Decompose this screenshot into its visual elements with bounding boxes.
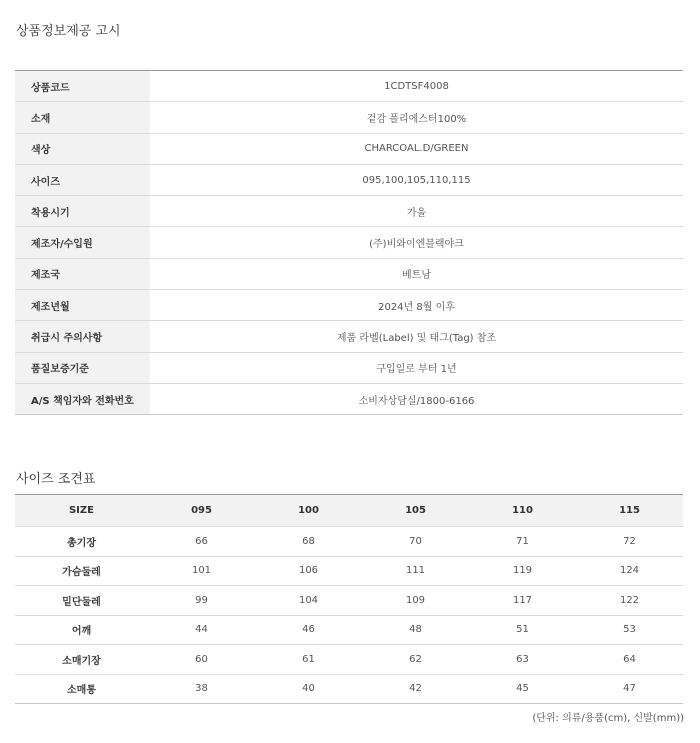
info-label: 제조국	[15, 259, 150, 289]
info-value: 1CDTSF4008	[384, 80, 449, 92]
size-value-cell: 70	[362, 527, 469, 557]
size-row	[15, 527, 683, 557]
size-header-cell: 095	[148, 495, 255, 527]
info-value: 겉감 폴리에스터100%	[366, 113, 467, 125]
size-value-cell: 62	[362, 645, 469, 675]
info-row	[15, 165, 683, 196]
size-value-cell: 119	[469, 556, 576, 586]
info-row	[15, 196, 683, 227]
info-label: 품질보증기준	[15, 353, 150, 383]
size-header-cell: 110	[469, 495, 576, 527]
info-label: 사이즈	[15, 165, 150, 195]
size-header-cell: 105	[362, 495, 469, 527]
info-value: 095,100,105,110,115	[362, 174, 471, 186]
size-value-cell: 104	[255, 586, 362, 616]
size-value-cell: 64	[576, 645, 683, 675]
info-label: 상품코드	[15, 71, 150, 101]
size-row	[15, 674, 683, 704]
size-value-cell: 72	[576, 527, 683, 557]
info-label: 소재	[15, 102, 150, 132]
info-value: 베트남	[402, 270, 431, 282]
size-value-cell: 47	[576, 674, 683, 704]
info-row	[15, 134, 683, 165]
info-label: 색상	[15, 134, 150, 164]
size-value-cell: 44	[148, 615, 255, 645]
info-label: 제조자/수입원	[15, 227, 150, 257]
product-info-title: 상품정보제공 고시	[16, 24, 121, 39]
info-value: 구입일로 부터 1년	[376, 364, 457, 376]
size-row	[15, 615, 683, 645]
info-row	[15, 321, 683, 352]
size-chart-header-row	[15, 495, 683, 527]
info-row	[15, 259, 683, 290]
size-value-cell: 68	[255, 527, 362, 557]
size-value-cell: 40	[255, 674, 362, 704]
size-value-cell: 61	[255, 645, 362, 675]
size-row-label: 밑단둘레	[15, 586, 148, 616]
info-row	[15, 353, 683, 384]
size-value-cell: 60	[148, 645, 255, 675]
info-label: 취급시 주의사항	[15, 321, 150, 351]
size-value-cell: 101	[148, 556, 255, 586]
size-row-label: 어깨	[15, 615, 148, 645]
info-row	[15, 227, 683, 258]
size-value-cell: 111	[362, 556, 469, 586]
size-row	[15, 645, 683, 675]
size-row-label: 소매기장	[15, 645, 148, 675]
size-chart-table	[15, 494, 683, 704]
info-label: 제조년월	[15, 290, 150, 320]
info-row	[15, 290, 683, 321]
size-value-cell: 71	[469, 527, 576, 557]
size-value-cell: 117	[469, 586, 576, 616]
size-value-cell: 106	[255, 556, 362, 586]
info-row	[15, 102, 683, 133]
size-row-label: 소매통	[15, 674, 148, 704]
size-value-cell: 42	[362, 674, 469, 704]
size-row	[15, 586, 683, 616]
size-row-label: 총기장	[15, 527, 148, 557]
size-chart-title: 사이즈 조견표	[16, 472, 96, 487]
size-value-cell: 48	[362, 615, 469, 645]
info-value: 제품 라벨(Label) 및 태그(Tag) 참조	[336, 333, 497, 345]
info-row	[15, 384, 683, 415]
size-value-cell: 99	[148, 586, 255, 616]
size-header-cell: 115	[576, 495, 683, 527]
size-value-cell: 63	[469, 645, 576, 675]
size-value-cell: 46	[255, 615, 362, 645]
info-row	[15, 71, 683, 102]
size-value-cell: 124	[576, 556, 683, 586]
size-row	[15, 556, 683, 586]
info-label: A/S 책임자와 전화번호	[15, 384, 150, 414]
size-value-cell: 53	[576, 615, 683, 645]
info-label: 착용시기	[15, 196, 150, 226]
size-header-cell: 100	[255, 495, 362, 527]
size-value-cell: 38	[148, 674, 255, 704]
unit-note: (단위: 의류/용품(cm), 신발(mm))	[532, 713, 684, 724]
info-value: 소비자상담실/1800-6166	[358, 395, 475, 407]
size-value-cell: 109	[362, 586, 469, 616]
info-value: (주)비와이엔블랙야크	[369, 239, 464, 251]
size-header-cell: SIZE	[15, 495, 148, 527]
size-value-cell: 45	[469, 674, 576, 704]
info-value: CHARCOAL.D/GREEN	[364, 143, 469, 155]
size-value-cell: 66	[148, 527, 255, 557]
size-row-label: 가슴둘레	[15, 556, 148, 586]
info-value: 가을	[406, 207, 427, 219]
size-value-cell: 51	[469, 615, 576, 645]
size-value-cell: 122	[576, 586, 683, 616]
product-info-table	[15, 70, 683, 415]
info-value: 2024년 8월 이후	[378, 301, 455, 313]
